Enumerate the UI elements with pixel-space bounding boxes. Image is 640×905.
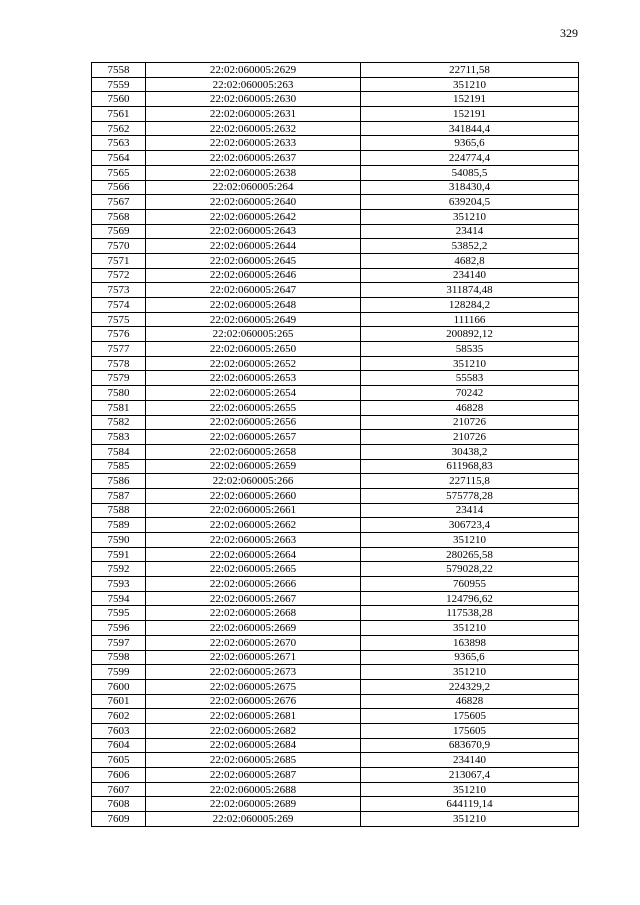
row-number-cell: 7595 — [92, 606, 146, 621]
cadastral-number-cell: 22:02:060005:263 — [146, 77, 361, 92]
value-cell: 23414 — [361, 503, 579, 518]
row-number-cell: 7565 — [92, 165, 146, 180]
value-cell: 227115,8 — [361, 474, 579, 489]
value-cell: 30438,2 — [361, 444, 579, 459]
row-number-cell: 7587 — [92, 488, 146, 503]
row-number-cell: 7560 — [92, 92, 146, 107]
cadastral-number-cell: 22:02:060005:2671 — [146, 650, 361, 665]
table-row — [92, 606, 579, 621]
cadastral-number-cell: 22:02:060005:2654 — [146, 386, 361, 401]
row-number-cell: 7604 — [92, 738, 146, 753]
row-number-cell: 7592 — [92, 562, 146, 577]
table-row — [92, 165, 579, 180]
row-number-cell: 7581 — [92, 400, 146, 415]
row-number-cell: 7584 — [92, 444, 146, 459]
table-row — [92, 753, 579, 768]
table-row — [92, 386, 579, 401]
row-number-cell: 7577 — [92, 342, 146, 357]
value-cell: 234140 — [361, 753, 579, 768]
row-number-cell: 7571 — [92, 253, 146, 268]
value-cell: 611968,83 — [361, 459, 579, 474]
value-cell: 22711,58 — [361, 63, 579, 78]
table-row — [92, 797, 579, 812]
table-row — [92, 709, 579, 724]
cadastral-number-cell: 22:02:060005:2660 — [146, 488, 361, 503]
value-cell: 23414 — [361, 224, 579, 239]
row-number-cell: 7572 — [92, 268, 146, 283]
table-row — [92, 136, 579, 151]
row-number-cell: 7601 — [92, 694, 146, 709]
table-row — [92, 738, 579, 753]
row-number-cell: 7567 — [92, 195, 146, 210]
cadastral-number-cell: 22:02:060005:2644 — [146, 239, 361, 254]
cadastral-number-cell: 22:02:060005:265 — [146, 327, 361, 342]
cadastral-number-cell: 22:02:060005:2646 — [146, 268, 361, 283]
table-row — [92, 371, 579, 386]
value-cell: 351210 — [361, 356, 579, 371]
cadastral-number-cell: 22:02:060005:2676 — [146, 694, 361, 709]
row-number-cell: 7597 — [92, 635, 146, 650]
cadastral-number-cell: 22:02:060005:2689 — [146, 797, 361, 812]
value-cell: 351210 — [361, 533, 579, 548]
cadastral-number-cell: 22:02:060005:266 — [146, 474, 361, 489]
data-table — [91, 62, 579, 827]
table-row — [92, 268, 579, 283]
table-row — [92, 151, 579, 166]
value-cell: 175605 — [361, 723, 579, 738]
cadastral-number-cell: 22:02:060005:2642 — [146, 209, 361, 224]
value-cell: 210726 — [361, 430, 579, 445]
value-cell: 46828 — [361, 694, 579, 709]
row-number-cell: 7569 — [92, 224, 146, 239]
value-cell: 4682,8 — [361, 253, 579, 268]
table-row — [92, 591, 579, 606]
table-row — [92, 533, 579, 548]
value-cell: 210726 — [361, 415, 579, 430]
row-number-cell: 7559 — [92, 77, 146, 92]
cadastral-number-cell: 22:02:060005:2653 — [146, 371, 361, 386]
row-number-cell: 7593 — [92, 577, 146, 592]
value-cell: 579028,22 — [361, 562, 579, 577]
table-row — [92, 298, 579, 313]
row-number-cell: 7574 — [92, 298, 146, 313]
cadastral-number-cell: 22:02:060005:2682 — [146, 723, 361, 738]
table-row — [92, 679, 579, 694]
table-row — [92, 77, 579, 92]
cadastral-number-cell: 22:02:060005:264 — [146, 180, 361, 195]
cadastral-number-cell: 22:02:060005:2669 — [146, 621, 361, 636]
table-row — [92, 239, 579, 254]
table-row — [92, 650, 579, 665]
cadastral-number-cell: 22:02:060005:2629 — [146, 63, 361, 78]
row-number-cell: 7582 — [92, 415, 146, 430]
value-cell: 306723,4 — [361, 518, 579, 533]
row-number-cell: 7564 — [92, 151, 146, 166]
row-number-cell: 7558 — [92, 63, 146, 78]
table-row — [92, 474, 579, 489]
table-row — [92, 621, 579, 636]
table-row — [92, 723, 579, 738]
table-row — [92, 121, 579, 136]
cadastral-number-cell: 22:02:060005:2632 — [146, 121, 361, 136]
table-row — [92, 63, 579, 78]
value-cell: 163898 — [361, 635, 579, 650]
cadastral-number-cell: 22:02:060005:269 — [146, 812, 361, 827]
value-cell: 760955 — [361, 577, 579, 592]
cadastral-number-cell: 22:02:060005:2667 — [146, 591, 361, 606]
row-number-cell: 7606 — [92, 768, 146, 783]
value-cell: 54085,5 — [361, 165, 579, 180]
value-cell: 9365,6 — [361, 650, 579, 665]
value-cell: 175605 — [361, 709, 579, 724]
row-number-cell: 7609 — [92, 812, 146, 827]
row-number-cell: 7575 — [92, 312, 146, 327]
table-body — [92, 63, 579, 827]
table-row — [92, 812, 579, 827]
cadastral-number-cell: 22:02:060005:2685 — [146, 753, 361, 768]
value-cell: 575778,28 — [361, 488, 579, 503]
value-cell: 124796,62 — [361, 591, 579, 606]
value-cell: 224329,2 — [361, 679, 579, 694]
cadastral-number-cell: 22:02:060005:2670 — [146, 635, 361, 650]
table-row — [92, 415, 579, 430]
row-number-cell: 7561 — [92, 107, 146, 122]
table-row — [92, 356, 579, 371]
table-row — [92, 224, 579, 239]
cadastral-number-cell: 22:02:060005:2664 — [146, 547, 361, 562]
value-cell: 351210 — [361, 77, 579, 92]
value-cell: 280265,58 — [361, 547, 579, 562]
row-number-cell: 7594 — [92, 591, 146, 606]
row-number-cell: 7573 — [92, 283, 146, 298]
table-row — [92, 195, 579, 210]
value-cell: 46828 — [361, 400, 579, 415]
row-number-cell: 7608 — [92, 797, 146, 812]
row-number-cell: 7580 — [92, 386, 146, 401]
table-row — [92, 459, 579, 474]
table-row — [92, 547, 579, 562]
cadastral-number-cell: 22:02:060005:2631 — [146, 107, 361, 122]
cadastral-number-cell: 22:02:060005:2643 — [146, 224, 361, 239]
table-row — [92, 209, 579, 224]
row-number-cell: 7562 — [92, 121, 146, 136]
cadastral-number-cell: 22:02:060005:2647 — [146, 283, 361, 298]
cadastral-number-cell: 22:02:060005:2630 — [146, 92, 361, 107]
cadastral-number-cell: 22:02:060005:2655 — [146, 400, 361, 415]
value-cell: 683670,9 — [361, 738, 579, 753]
row-number-cell: 7576 — [92, 327, 146, 342]
cadastral-number-cell: 22:02:060005:2633 — [146, 136, 361, 151]
value-cell: 111166 — [361, 312, 579, 327]
value-cell: 58535 — [361, 342, 579, 357]
cadastral-number-cell: 22:02:060005:2650 — [146, 342, 361, 357]
cadastral-number-cell: 22:02:060005:2645 — [146, 253, 361, 268]
table-row — [92, 562, 579, 577]
value-cell: 70242 — [361, 386, 579, 401]
row-number-cell: 7602 — [92, 709, 146, 724]
cadastral-number-cell: 22:02:060005:2681 — [146, 709, 361, 724]
row-number-cell: 7591 — [92, 547, 146, 562]
value-cell: 224774,4 — [361, 151, 579, 166]
cadastral-number-cell: 22:02:060005:2688 — [146, 782, 361, 797]
row-number-cell: 7600 — [92, 679, 146, 694]
table-row — [92, 768, 579, 783]
cadastral-number-cell: 22:02:060005:2666 — [146, 577, 361, 592]
table-row — [92, 430, 579, 445]
value-cell: 152191 — [361, 107, 579, 122]
value-cell: 644119,14 — [361, 797, 579, 812]
cadastral-number-cell: 22:02:060005:2663 — [146, 533, 361, 548]
row-number-cell: 7579 — [92, 371, 146, 386]
value-cell: 639204,5 — [361, 195, 579, 210]
row-number-cell: 7570 — [92, 239, 146, 254]
table-row — [92, 327, 579, 342]
table-row — [92, 253, 579, 268]
row-number-cell: 7578 — [92, 356, 146, 371]
cadastral-number-cell: 22:02:060005:2662 — [146, 518, 361, 533]
table-row — [92, 694, 579, 709]
row-number-cell: 7605 — [92, 753, 146, 768]
cadastral-number-cell: 22:02:060005:2661 — [146, 503, 361, 518]
value-cell: 117538,28 — [361, 606, 579, 621]
cadastral-number-cell: 22:02:060005:2638 — [146, 165, 361, 180]
cadastral-number-cell: 22:02:060005:2658 — [146, 444, 361, 459]
value-cell: 351210 — [361, 209, 579, 224]
row-number-cell: 7590 — [92, 533, 146, 548]
value-cell: 351210 — [361, 665, 579, 680]
cadastral-number-cell: 22:02:060005:2637 — [146, 151, 361, 166]
value-cell: 213067,4 — [361, 768, 579, 783]
cadastral-number-cell: 22:02:060005:2656 — [146, 415, 361, 430]
cadastral-number-cell: 22:02:060005:2675 — [146, 679, 361, 694]
page-number: 329 — [560, 26, 578, 40]
value-cell: 9365,6 — [361, 136, 579, 151]
table-row — [92, 635, 579, 650]
row-number-cell: 7598 — [92, 650, 146, 665]
row-number-cell: 7586 — [92, 474, 146, 489]
table-row — [92, 342, 579, 357]
table-row — [92, 107, 579, 122]
row-number-cell: 7596 — [92, 621, 146, 636]
value-cell: 55583 — [361, 371, 579, 386]
cadastral-number-cell: 22:02:060005:2648 — [146, 298, 361, 313]
table-row — [92, 400, 579, 415]
cadastral-number-cell: 22:02:060005:2652 — [146, 356, 361, 371]
row-number-cell: 7563 — [92, 136, 146, 151]
value-cell: 53852,2 — [361, 239, 579, 254]
cadastral-number-cell: 22:02:060005:2665 — [146, 562, 361, 577]
value-cell: 128284,2 — [361, 298, 579, 313]
value-cell: 152191 — [361, 92, 579, 107]
cadastral-number-cell: 22:02:060005:2640 — [146, 195, 361, 210]
cadastral-number-cell: 22:02:060005:2657 — [146, 430, 361, 445]
cadastral-number-cell: 22:02:060005:2668 — [146, 606, 361, 621]
row-number-cell: 7607 — [92, 782, 146, 797]
table-row — [92, 92, 579, 107]
value-cell: 234140 — [361, 268, 579, 283]
table-row — [92, 444, 579, 459]
value-cell: 200892,12 — [361, 327, 579, 342]
table-row — [92, 665, 579, 680]
value-cell: 351210 — [361, 812, 579, 827]
value-cell: 311874,48 — [361, 283, 579, 298]
table-row — [92, 782, 579, 797]
table-row — [92, 488, 579, 503]
data-table-container — [91, 62, 578, 827]
cadastral-number-cell: 22:02:060005:2659 — [146, 459, 361, 474]
row-number-cell: 7568 — [92, 209, 146, 224]
row-number-cell: 7603 — [92, 723, 146, 738]
table-row — [92, 180, 579, 195]
row-number-cell: 7588 — [92, 503, 146, 518]
cadastral-number-cell: 22:02:060005:2649 — [146, 312, 361, 327]
cadastral-number-cell: 22:02:060005:2684 — [146, 738, 361, 753]
value-cell: 351210 — [361, 782, 579, 797]
cadastral-number-cell: 22:02:060005:2673 — [146, 665, 361, 680]
row-number-cell: 7589 — [92, 518, 146, 533]
row-number-cell: 7583 — [92, 430, 146, 445]
table-row — [92, 283, 579, 298]
value-cell: 318430,4 — [361, 180, 579, 195]
row-number-cell: 7599 — [92, 665, 146, 680]
value-cell: 341844,4 — [361, 121, 579, 136]
table-row — [92, 312, 579, 327]
row-number-cell: 7585 — [92, 459, 146, 474]
table-row — [92, 503, 579, 518]
table-row — [92, 577, 579, 592]
row-number-cell: 7566 — [92, 180, 146, 195]
value-cell: 351210 — [361, 621, 579, 636]
cadastral-number-cell: 22:02:060005:2687 — [146, 768, 361, 783]
table-row — [92, 518, 579, 533]
